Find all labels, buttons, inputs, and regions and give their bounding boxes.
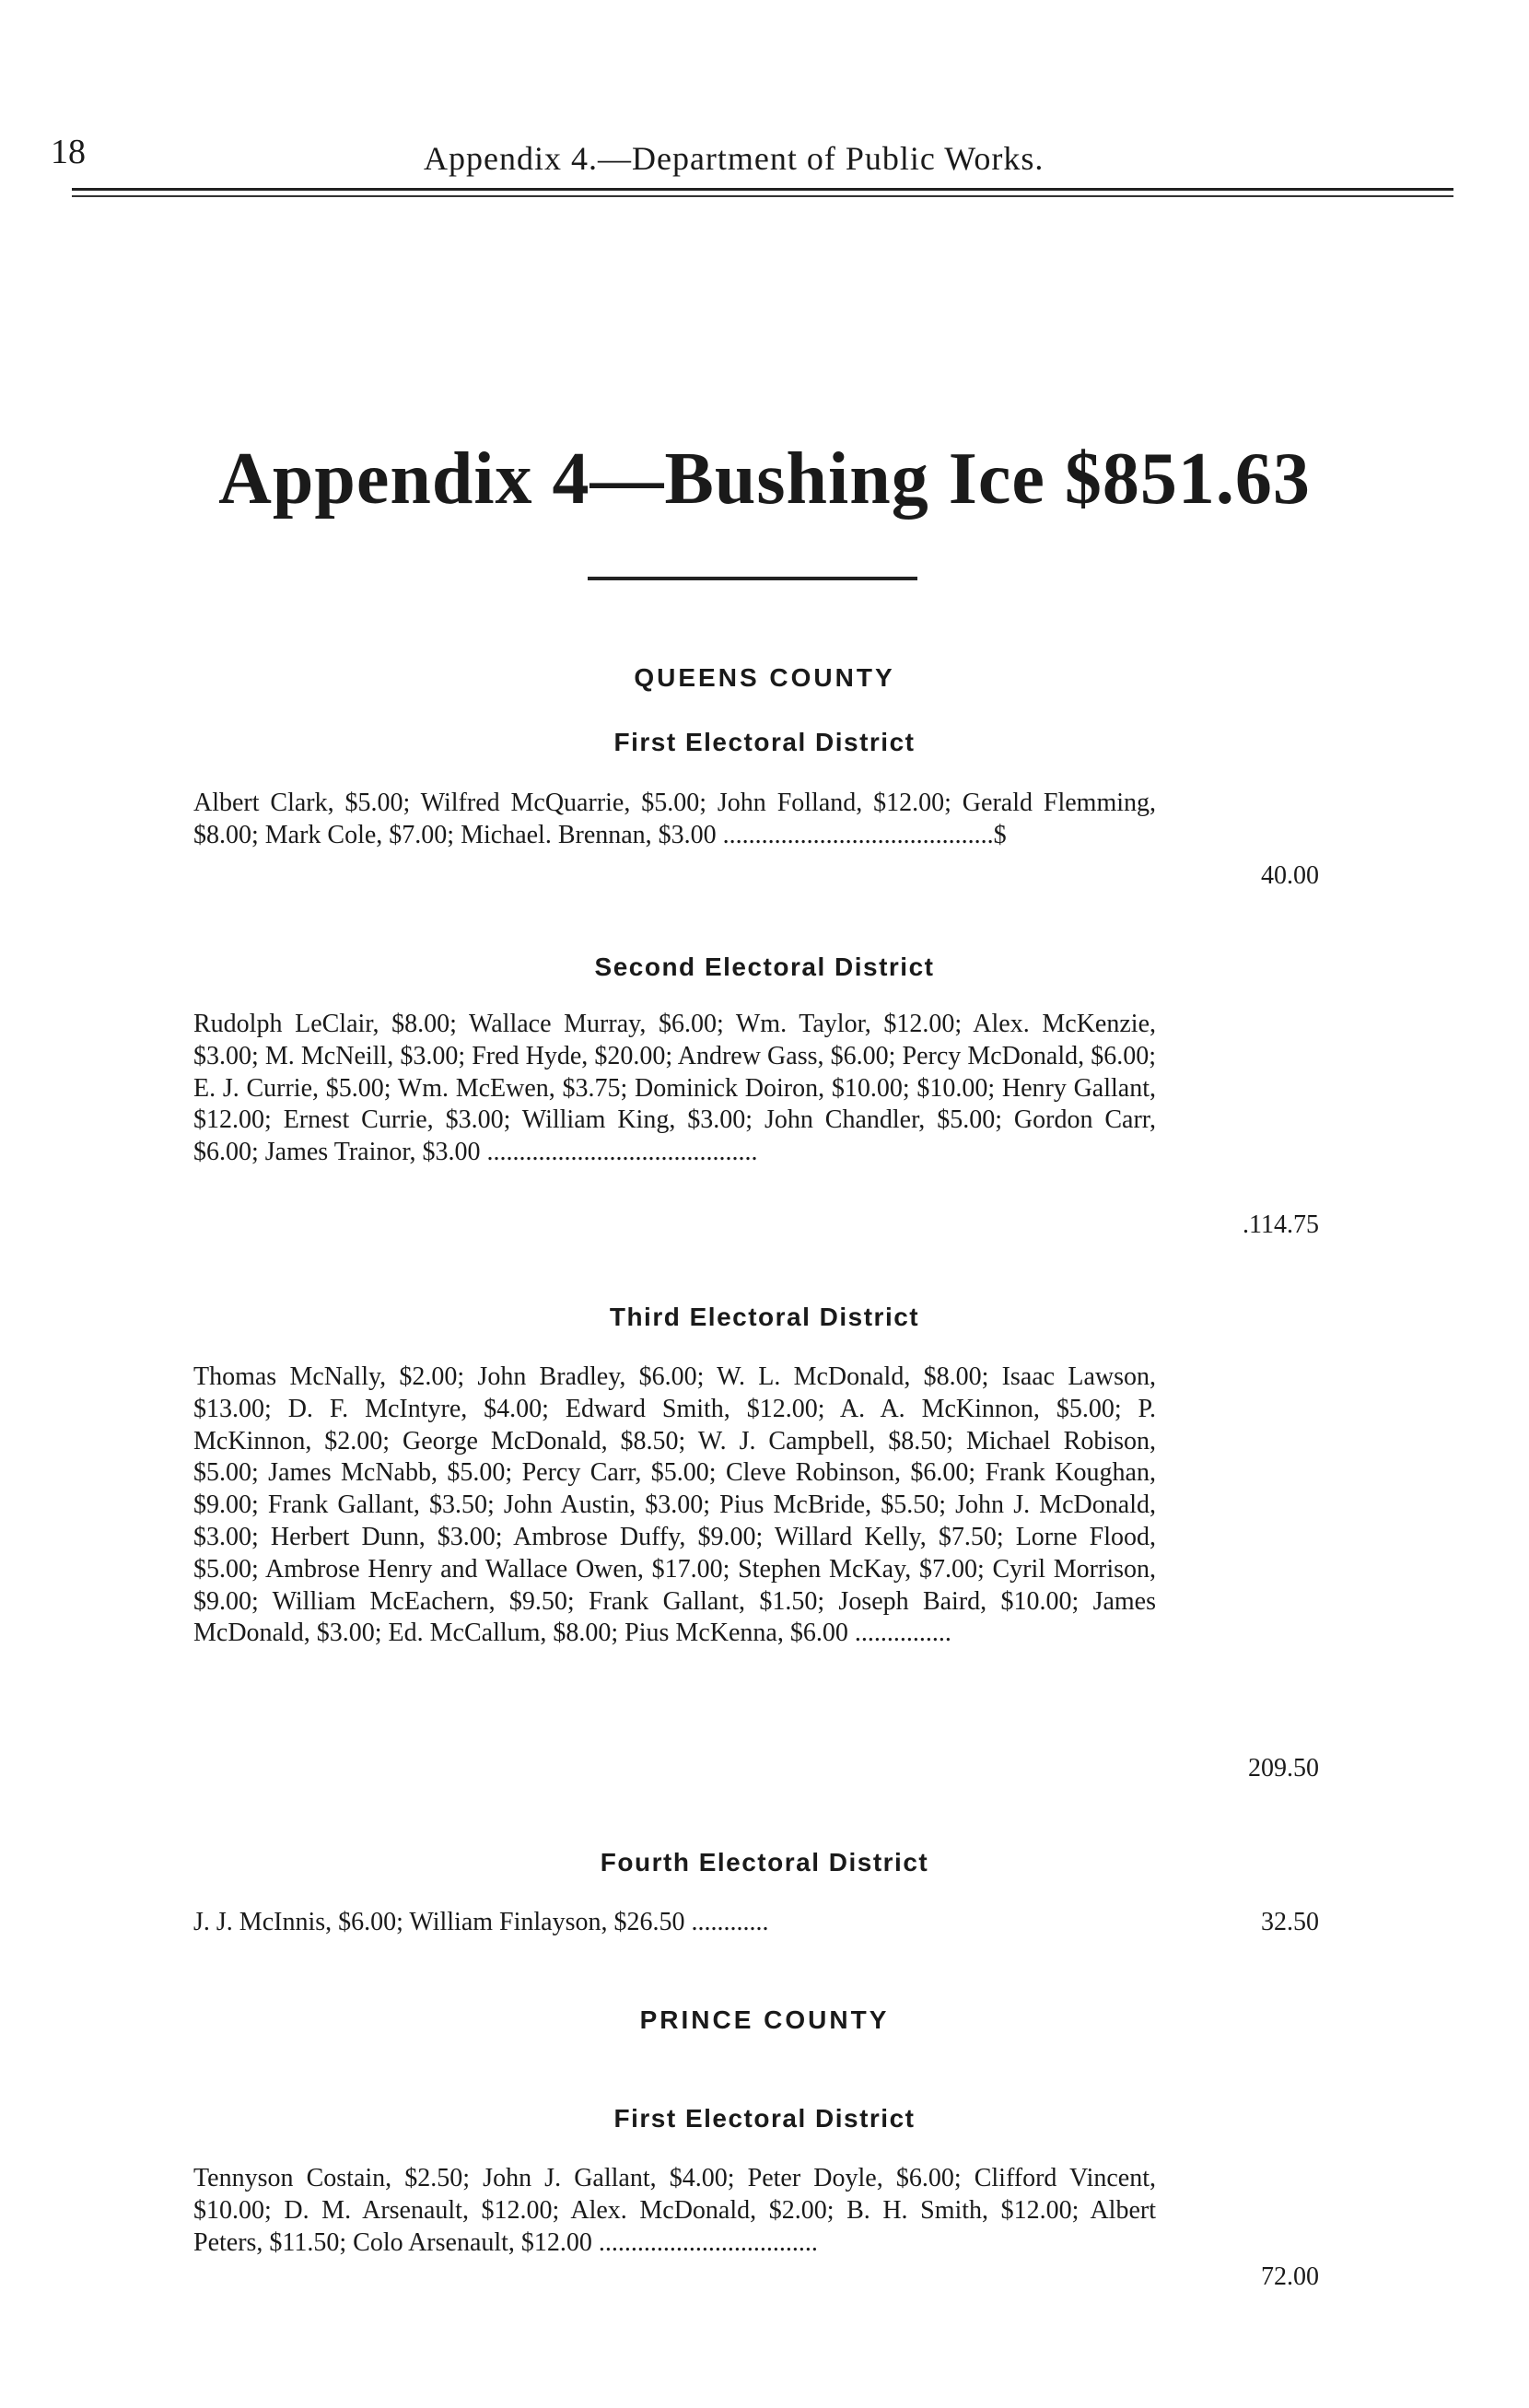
amount-queens-first: 40.00: [1261, 861, 1319, 890]
amount-queens-second: .114.75: [1243, 1210, 1319, 1239]
entry-list-queens-third: Thomas McNally, $2.00; John Bradley, $6.00; W. L. McDonald, $8.00; Isaac Lawson, $13.00; D. F. McIntyre, $4.00; Edward Smith, $12.00; A. A. McKinnon, $5.00; P. McKinnon, $2.00; George McDonald, $8.50; W. J. Campbell, $8.50; Michael Robison, $5.00; James McNabb, $5.00; Percy Carr, $5.00; Cleve Robinson, $6.00; Frank Koughan, $9.00; Frank Gallant, $3.50; John Austin, $3.00; Pius McBride, $5.50; John J. McDonald, $3.00; Herbert Dunn, $3.00; Ambrose Duffy, $9.00; Willard Kelly, $7.50; Lorne Flood, $5.00; Ambrose Henry and Wallace Owen, $17.00; Stephen McKay, $7.00; Cyril Morrison, $9.00; William McEachern, $9.50; Frank Gallant, $1.50; Joseph Baird, $10.00; James McDonald, $3.00; Ed. McCallum, $8.00; Pius McKenna, $6.00 ...............: [193, 1362, 1156, 1648]
district-heading-queens-first: First Electoral District: [613, 728, 916, 756]
district-heading-queens-fourth: Fourth Electoral District: [600, 1848, 929, 1876]
county-heading-queens: QUEENS COUNTY: [634, 663, 895, 692]
district-heading-queens-third: Third Electoral District: [609, 1303, 920, 1331]
county-heading-prince: PRINCE COUNTY: [639, 2005, 890, 2034]
district-heading-queens-second: Second Electoral District: [594, 953, 935, 981]
entry-list-prince-first: Tennyson Costain, $2.50; John J. Gallant, $4.00; Peter Doyle, $6.00; Clifford Vincent, $10.00; D. M. Arsenault, $12.00; Alex. McDonald, $2.00; B. H. Smith, $12.00; Albert Peters, $11.50; Colo Arsenault, $12.00 ..................................: [193, 2164, 1156, 2257]
entry-list-queens-fourth: J. J. McInnis, $6.00; William Finlayson, $26.50 ............: [193, 1908, 769, 1936]
amount-queens-third: 209.50: [1248, 1754, 1319, 1783]
running-title: Appendix 4.—Department of Public Works.: [424, 140, 1045, 177]
title-divider: [588, 577, 917, 580]
header-rule-secondary: [72, 195, 1453, 197]
district-heading-prince-first: First Electoral District: [613, 2104, 916, 2133]
entry-list-queens-first: Albert Clark, $5.00; Wilfred McQuarrie, $5.00; John Folland, $12.00; Gerald Flemming, $8.00; Mark Cole, $7.00; Michael. Brennan, $3.00 ..........................................$: [193, 789, 1156, 849]
amount-prince-first: 72.00: [1261, 2262, 1319, 2291]
header-rule: [72, 188, 1453, 191]
entry-list-queens-second: Rudolph LeClair, $8.00; Wallace Murray, $6.00; Wm. Taylor, $12.00; Alex. McKenzie, $3.00; M. McNeill, $3.00; Fred Hyde, $20.00; Andrew Gass, $6.00; Percy McDonald, $6.00; E. J. Currie, $5.00; Wm. McEwen, $3.75; Dominick Doiron, $10.00; $10.00; Henry Gallant, $12.00; Ernest Currie, $3.00; William King, $3.00; John Chandler, $5.00; Gordon Carr, $6.00; James Trainor, $3.00 ..........................................: [193, 1010, 1156, 1167]
amount-queens-fourth: 32.50: [1261, 1908, 1319, 1936]
page-number: 18: [51, 133, 86, 171]
page-title: Appendix 4—Bushing Ice $851.63: [218, 438, 1311, 520]
